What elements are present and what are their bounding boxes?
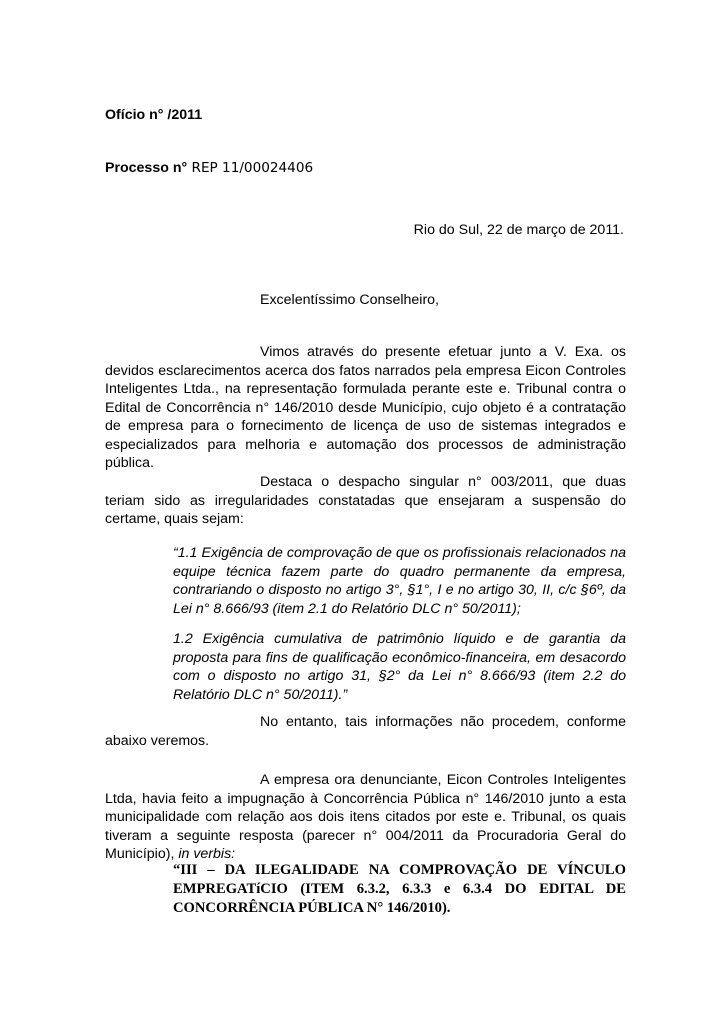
processo-number: REP 11/00024406: [187, 160, 314, 176]
paragraph-despacho: Destaca o despacho singular n° 003/2011, que duas teriam sido as irregularidades constatadas que ensejaram a suspensão do certame, quais sejam:: [105, 474, 626, 527]
salutation: Excelentíssimo Conselheiro,: [260, 292, 439, 308]
quote-section-iii: “III – DA ILEGALIDADE NA COMPROVAÇÃO DE VÍNCULO EMPREGATíCIO (ITEM 6.3.2, 6.3.3 e 6.3.4 DO EDITAL DE CONCORRÊNCIA PÚBLICA N° 146/2010).: [173, 862, 626, 916]
place-date: Rio do Sul, 22 de março de 2011.: [413, 222, 624, 238]
oficio-line: Ofício n° /2011: [105, 107, 203, 123]
in-verbis: in verbis:: [178, 846, 236, 862]
quote-item-1-1: “1.1 Exigência de comprovação de que os profissionais relacionados na equipe técnica fazem parte do quadro permanente da empresa, contrariando o disposto no artigo 3°, §1°, I e no artigo 30, II, c/c §6º, da Lei n° 8.666/93 (item 2.1 do Relatório DLC n° 50/2011);: [173, 545, 626, 617]
paragraph-empresa: [105, 771, 626, 864]
paragraph-no-entanto: No entanto, tais informações não procedem, conforme abaixo veremos.: [105, 714, 626, 749]
processo-label: Processo n°: [105, 160, 188, 176]
paragraph-intro: Vimos através do presente efetuar junto a V. Exa. os devidos esclarecimentos acerca dos fatos narrados pela empresa Eicon Controles Inteligentes Ltda., na representação formulada perante este e. Tribunal contra o Edital de Concorrência n° 146/2010 desde Município, cujo objeto é a contratação de empresa para o fornecimento de licença de uso de sistemas integrados e especializados para melhoria e automação dos processos de administração pública.: [105, 344, 626, 471]
processo-line: [105, 159, 313, 178]
paragraph-empresa-text: A empresa ora denunciante, Eicon Controles Inteligentes Ltda, havia feito a impugnação à Concorrência Pública n° 146/2010 junto a esta municipalidade com relação aos dois itens citados por este e. Tribunal, os quais tiveram a seguinte resposta (parecer n° 004/2011 da Procuradoria Geral do Município),: [105, 772, 626, 862]
quote-item-1-2: 1.2 Exigência cumulativa de patrimônio líquido e de garantia da proposta para fins de qualificação econômico-financeira, em desacordo com o disposto no artigo 31, §2° da Lei n° 8.666/93 (item 2.2 do Relatório DLC n° 50/2011).”: [173, 631, 626, 703]
